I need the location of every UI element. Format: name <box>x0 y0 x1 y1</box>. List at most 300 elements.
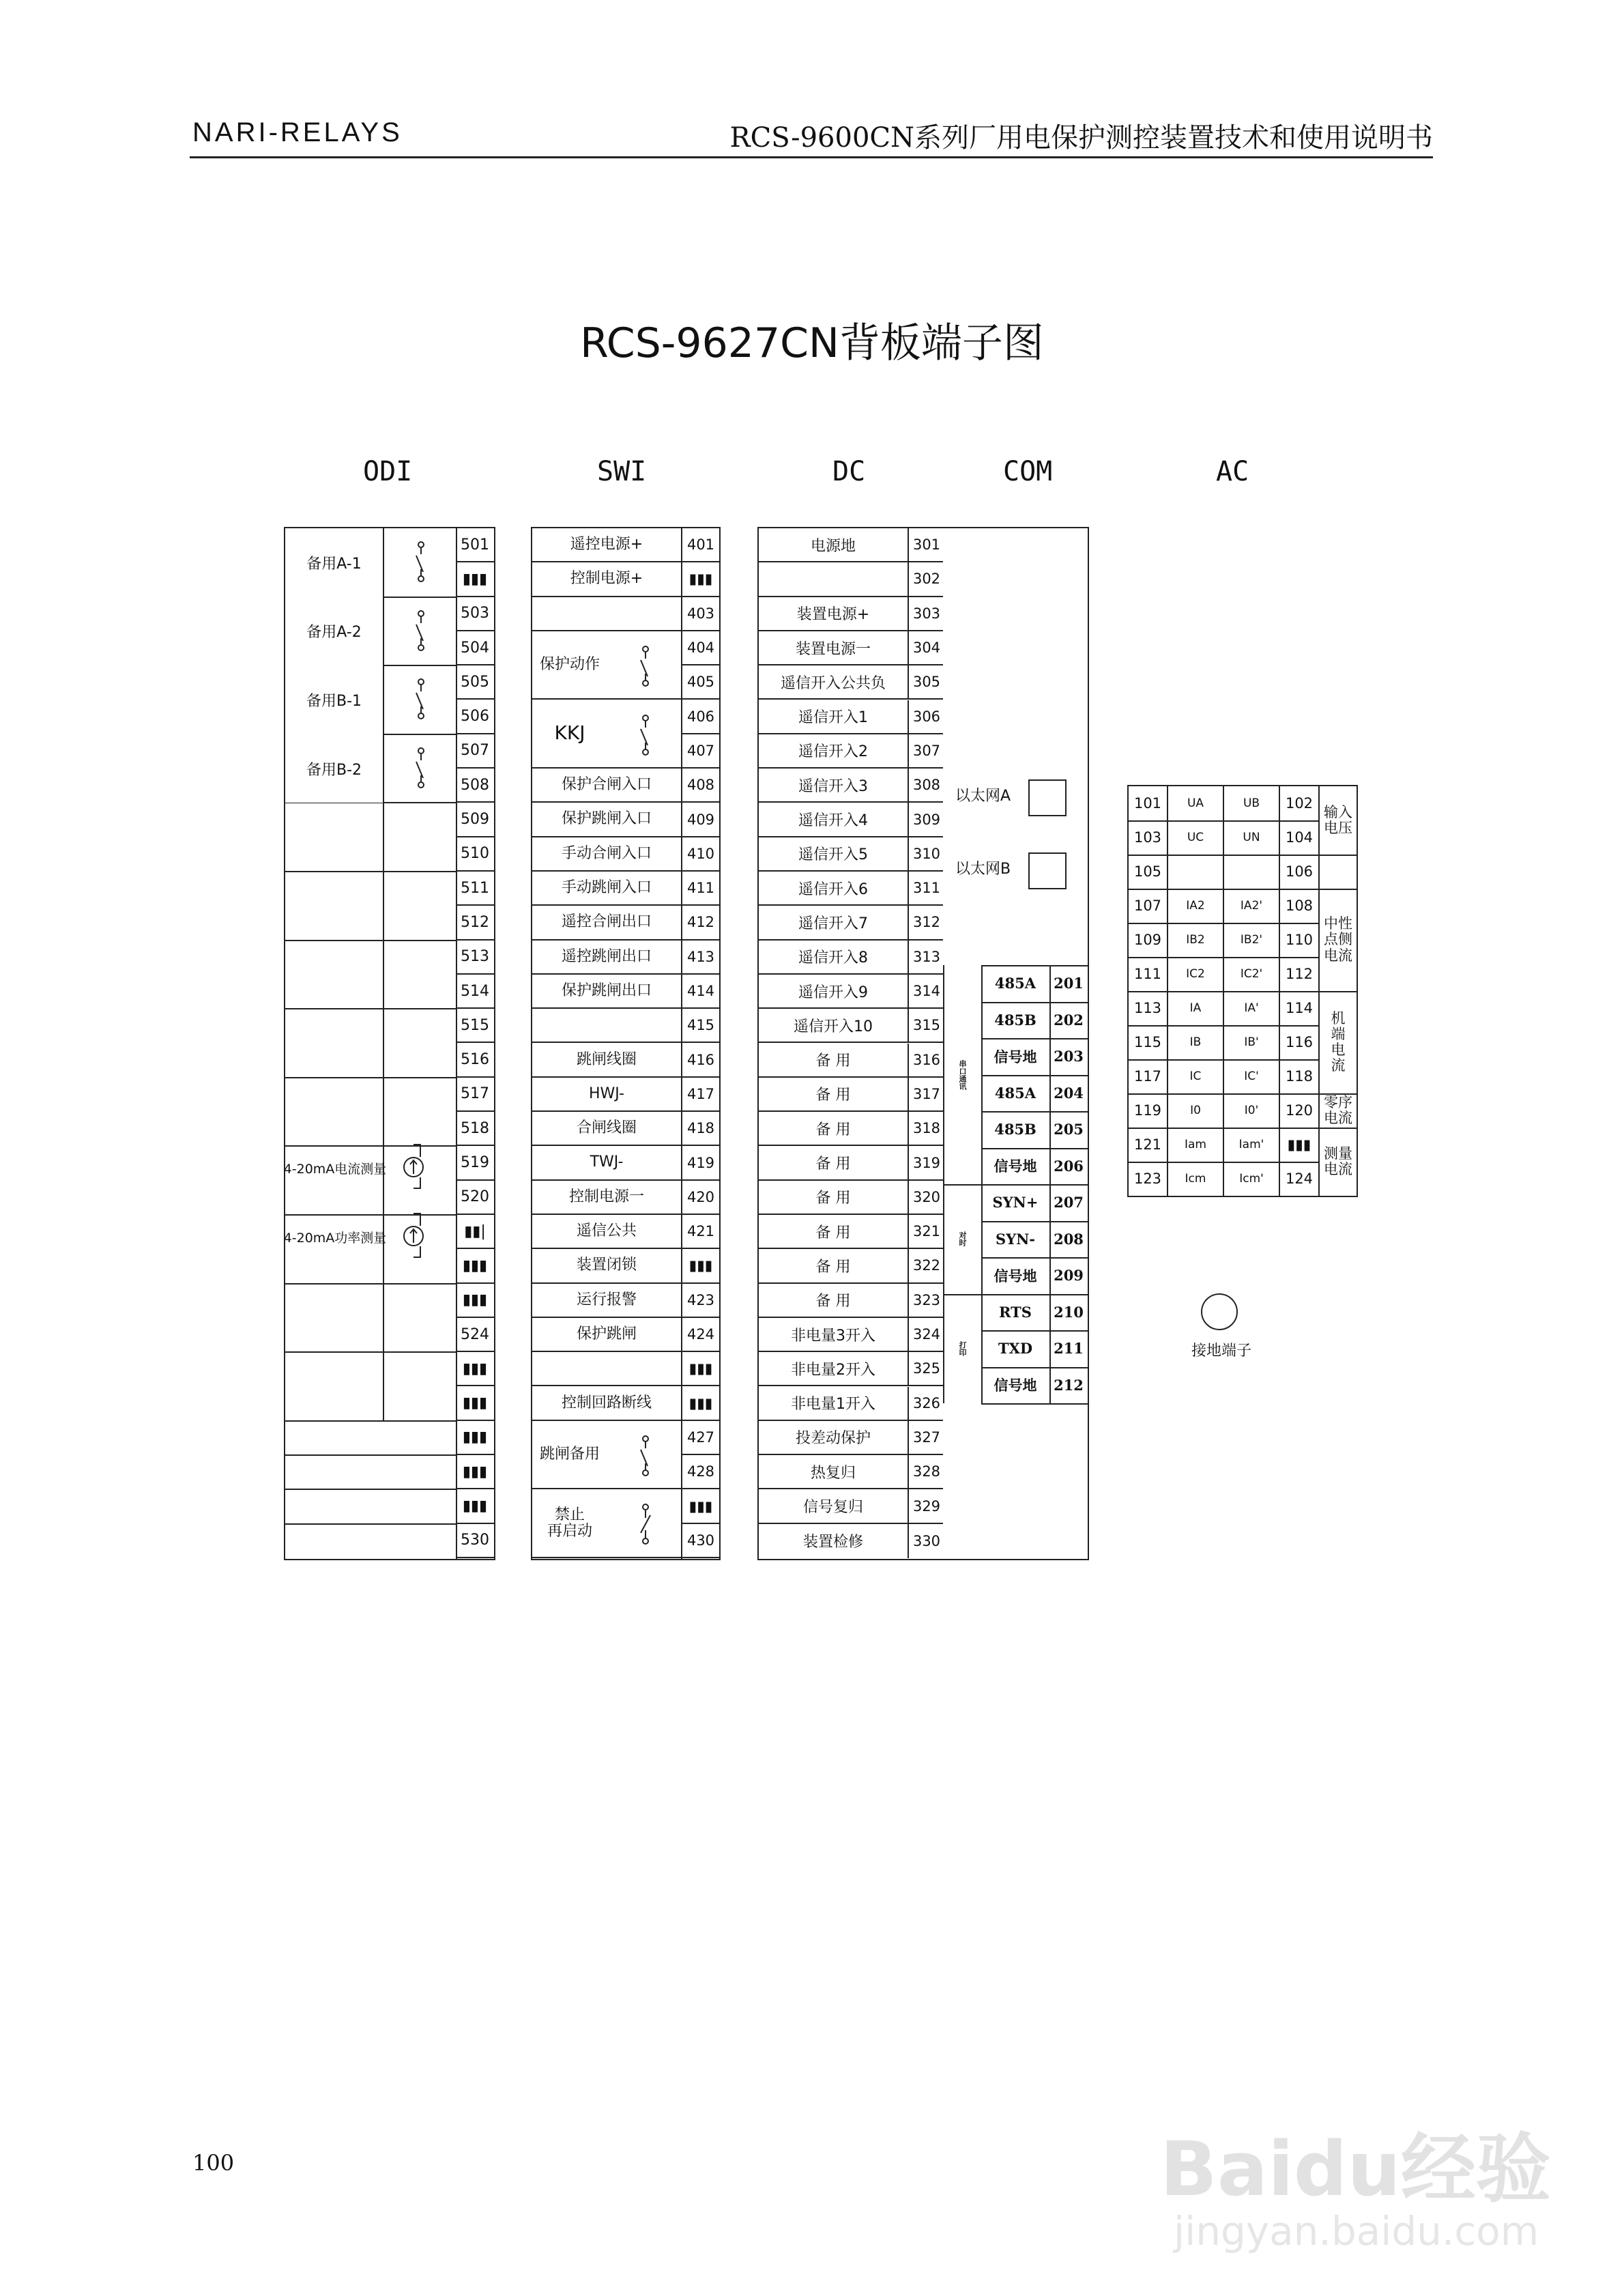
swi-label: HWJ- <box>532 1078 681 1110</box>
dc-terminal-row <box>759 665 944 700</box>
odi-terminal-row <box>456 597 494 631</box>
dc-terminal-label: 备 用 <box>815 1156 851 1173</box>
odi-terminal-number: 518 <box>461 1119 489 1137</box>
swi-contact-switch-icon <box>638 714 653 756</box>
dc-terminal-number: 323 <box>908 1284 944 1317</box>
odi-group-divider <box>285 1145 456 1147</box>
odi-terminal-row <box>456 1352 494 1386</box>
ac-terminal-number-left: 119 <box>1133 1102 1162 1119</box>
header-rule <box>190 156 1433 158</box>
odi-inner-divider <box>383 1284 384 1353</box>
dc-terminal-row <box>759 1181 944 1215</box>
dc-terminal-row <box>759 1524 944 1558</box>
ac-terminal-number-left: 121 <box>1133 1136 1162 1153</box>
swi-terminal-number: 408 <box>681 769 719 801</box>
com-terminal-number: 209 <box>1054 1267 1084 1285</box>
com-terminal-panel <box>943 527 1089 1560</box>
ac-terminal-number-left: 103 <box>1133 829 1162 846</box>
swi-terminal-number: 410 <box>681 837 719 870</box>
dc-terminal-row <box>759 1318 944 1352</box>
dc-terminal-row <box>759 1044 944 1078</box>
odi-inner-divider <box>383 528 384 597</box>
swi-terminal-number: 409 <box>681 803 719 835</box>
dc-terminal-number: 312 <box>908 906 944 938</box>
com-terminal-number: 210 <box>1054 1303 1084 1321</box>
odi-inner-divider <box>383 872 384 941</box>
odi-inner-divider <box>383 1078 384 1147</box>
swi-label: 跳闸线圈 <box>532 1044 681 1076</box>
odi-terminal-number: 515 <box>461 1016 489 1034</box>
ac-terminal-signal-prime: Icm' <box>1239 1172 1264 1186</box>
dc-terminal-row <box>759 1215 944 1249</box>
odi-group-divider <box>285 1454 456 1456</box>
ac-terminal-number-left: 117 <box>1133 1068 1162 1085</box>
swi-label: 保护跳闸出口 <box>532 975 681 1007</box>
ac-terminal-number-left: 105 <box>1133 863 1162 880</box>
swi-terminal-number: ▮▮▮ <box>681 1249 719 1282</box>
odi-terminal-number: ▮▮▮ <box>462 1394 488 1412</box>
odi-terminal-row <box>456 562 494 597</box>
dc-terminal-number: 305 <box>908 665 944 698</box>
ethernet-b-port[interactable] <box>1028 852 1067 889</box>
odi-group-divider <box>285 1420 456 1422</box>
ac-group-divider <box>1318 855 1357 856</box>
dc-terminal-number: 306 <box>908 700 944 733</box>
swi-label: 跳闸备用 <box>532 1421 607 1489</box>
ac-terminal-signal-prime: IB' <box>1244 1035 1259 1049</box>
odi-terminal-number: 512 <box>461 913 489 931</box>
dc-terminal-label: 信号复归 <box>802 1499 863 1517</box>
odi-terminal-row <box>456 1455 494 1489</box>
odi-terminal-number: ▮▮| <box>464 1222 486 1240</box>
swi-terminal-number: 403 <box>681 597 719 630</box>
dc-terminal-number: 327 <box>908 1421 944 1454</box>
odi-terminal-number: 501 <box>461 536 489 554</box>
odi-group-divider <box>285 1489 456 1490</box>
odi-terminal-number: 514 <box>461 982 489 1000</box>
odi-label-current-measure: 4-20mA电流测量 <box>283 1162 387 1177</box>
odi-group-divider <box>285 1008 456 1009</box>
swi-label: 控制回路断线 <box>532 1387 681 1420</box>
dc-terminal-number: 303 <box>908 597 944 630</box>
dc-terminal-number: 320 <box>908 1181 944 1214</box>
ac-terminal-signal: IB2 <box>1186 933 1205 947</box>
com-terminal-number: 205 <box>1054 1121 1084 1138</box>
ac-terminal-signal: IB <box>1189 1035 1202 1049</box>
swi-label: TWJ- <box>532 1146 681 1179</box>
swi-terminal-number: 416 <box>681 1044 719 1076</box>
ac-terminal-number-left: 113 <box>1133 1000 1162 1016</box>
dc-terminal-row <box>759 803 944 837</box>
dc-terminal-number: 324 <box>908 1318 944 1351</box>
ground-terminal-label: 接地端子 <box>1191 1343 1251 1360</box>
com-group-label: 对时 <box>958 1231 967 1247</box>
odi-terminal-number: 519 <box>461 1154 489 1172</box>
dc-terminal-number: 315 <box>908 1009 944 1042</box>
com-terminal-number: 207 <box>1054 1194 1084 1211</box>
odi-terminal-number: 520 <box>461 1188 489 1206</box>
dc-terminal-label: 电源地 <box>810 537 856 555</box>
odi-terminal-number: 516 <box>461 1051 489 1069</box>
dc-terminal-label: 备 用 <box>815 1258 851 1276</box>
dc-terminal-number: 304 <box>908 631 944 664</box>
ac-group-label: 输入 电压 <box>1324 803 1352 836</box>
dc-terminal-row <box>759 837 944 872</box>
odi-group-divider <box>285 940 456 941</box>
ac-terminal-number-left: 111 <box>1133 966 1162 982</box>
ac-terminal-number-right: 102 <box>1285 795 1314 812</box>
odi-terminal-row <box>456 769 494 803</box>
ac-terminal-signal-prime: IA' <box>1244 1001 1259 1015</box>
swi-terminal-number: ▮▮▮ <box>681 1387 719 1420</box>
dc-terminal-label: 遥信开入8 <box>798 949 868 967</box>
ac-terminal-number-right: 120 <box>1285 1102 1314 1119</box>
com-terminal-label: SYN+ <box>992 1194 1039 1211</box>
ac-terminal-signal-prime <box>1224 855 1279 889</box>
dc-terminal-label: 备 用 <box>815 1121 851 1138</box>
swi-terminal-number: 412 <box>681 906 719 938</box>
odi-label-spare-1: 备用A-1 <box>285 528 383 597</box>
ac-terminal-number-left: 115 <box>1133 1034 1162 1050</box>
ac-terminal-number-right: 118 <box>1285 1068 1314 1085</box>
odi-contact-switch-icon <box>414 541 429 583</box>
com-terminal-label: 信号地 <box>994 1377 1037 1394</box>
ac-terminal-number-right: 124 <box>1285 1171 1314 1187</box>
dc-terminal-number: 310 <box>908 837 944 870</box>
odi-group-divider <box>285 1523 456 1525</box>
dc-terminal-label: 备 用 <box>815 1293 851 1310</box>
dc-terminal-number: 325 <box>908 1352 944 1385</box>
odi-terminal-row <box>456 700 494 734</box>
dc-terminal-label: 非电量1开入 <box>791 1396 875 1414</box>
swi-label: 手动合闸入口 <box>532 837 681 870</box>
odi-terminal-number: 509 <box>461 811 489 829</box>
com-group-label: 打印 <box>958 1340 967 1356</box>
dc-terminal-number: 319 <box>908 1146 944 1179</box>
odi-terminal-row <box>456 1112 494 1146</box>
dc-terminal-number: 328 <box>908 1455 944 1488</box>
dc-terminal-label: 热复归 <box>810 1464 856 1482</box>
ac-terminal-signal-prime: IC2' <box>1240 967 1263 981</box>
swi-terminal-number: 418 <box>681 1112 719 1145</box>
dc-terminal-label: 非电量3开入 <box>791 1327 875 1345</box>
dc-terminal-number: 314 <box>908 975 944 1007</box>
odi-terminal-row <box>456 1421 494 1455</box>
ac-terminal-signal-prime: IB2' <box>1240 933 1263 947</box>
dc-terminal-number: 311 <box>908 872 944 904</box>
dc-terminal-row <box>759 1284 944 1318</box>
ac-terminal-panel <box>1127 785 1358 1197</box>
dc-terminal-row <box>759 734 944 769</box>
odi-terminal-number: 530 <box>461 1532 489 1549</box>
section-com-label: COM <box>1003 456 1053 487</box>
dc-terminal-row <box>759 562 944 597</box>
odi-group-divider <box>285 1351 456 1353</box>
odi-terminal-row <box>456 872 494 906</box>
com-terminal-label: 485B <box>994 1011 1036 1029</box>
odi-label-spare-2: 备用A-2 <box>285 597 383 666</box>
section-swi-label: SWI <box>597 456 647 487</box>
section-dc-label: DC <box>832 456 866 487</box>
dc-terminal-number: 330 <box>908 1524 944 1558</box>
ac-terminal-signal: IA <box>1189 1001 1202 1015</box>
dc-terminal-row <box>759 631 944 665</box>
odi-terminal-row <box>456 941 494 975</box>
odi-contact-switch-icon <box>414 678 429 720</box>
swi-contact-switch-icon <box>638 1435 653 1477</box>
odi-terminal-row <box>456 1489 494 1523</box>
swi-terminal-number: 417 <box>681 1078 719 1110</box>
swi-terminal-number: 407 <box>681 734 719 767</box>
dc-terminal-label: 遥信开入公共负 <box>780 674 886 692</box>
dc-terminal-row <box>759 941 944 975</box>
dc-terminal-label: 备 用 <box>815 1052 851 1070</box>
header-right: RCS-9600CN系列厂用电保护测控装置技术和使用说明书 <box>729 122 1433 154</box>
swi-label <box>532 1009 681 1042</box>
ac-terminal-signal: IA2 <box>1186 899 1205 913</box>
ac-terminal-number-left: 109 <box>1133 932 1162 948</box>
ac-terminal-number-right: 106 <box>1285 863 1314 880</box>
odi-terminal-row <box>456 975 494 1009</box>
watermark-logo: Baidu经验 <box>1160 2125 1551 2213</box>
header-left: NARI-RELAYS <box>192 117 403 147</box>
dc-terminal-number: 301 <box>908 528 944 561</box>
swi-label: 运行报警 <box>532 1284 681 1317</box>
odi-terminal-row <box>456 803 494 837</box>
swi-label: 控制电源一 <box>532 1181 681 1214</box>
odi-terminal-number: 511 <box>461 879 489 897</box>
dc-terminal-row <box>759 1112 944 1146</box>
ac-terminal-signal: IC <box>1189 1070 1202 1083</box>
ac-group-label: 零序 电流 <box>1324 1093 1352 1126</box>
dc-terminal-label <box>759 562 908 595</box>
ac-terminal-number-right: 104 <box>1285 829 1314 846</box>
swi-terminal-number: 428 <box>681 1455 719 1488</box>
dc-terminal-row <box>759 1455 944 1489</box>
dc-terminal-number: 322 <box>908 1249 944 1282</box>
odi-terminal-number: 524 <box>461 1325 489 1343</box>
dc-terminal-row <box>759 1421 944 1455</box>
ac-terminal-number-left: 123 <box>1133 1171 1162 1187</box>
odi-terminal-number: ▮▮▮ <box>462 1257 488 1274</box>
dc-terminal-label: 装置检修 <box>802 1534 863 1551</box>
swi-label: 手动跳闸入口 <box>532 872 681 904</box>
section-ac-label: AC <box>1216 456 1249 487</box>
odi-contact-switch-icon <box>414 747 429 789</box>
dc-terminal-row <box>759 1078 944 1112</box>
ac-terminal-signal-prime: UN <box>1243 831 1260 844</box>
dc-terminal-number: 316 <box>908 1044 944 1076</box>
ac-terminal-signal-prime: IA2' <box>1240 899 1263 913</box>
com-terminal-label: 485A <box>994 975 1036 992</box>
swi-label: 遥控电源+ <box>532 528 681 561</box>
odi-group-divider <box>285 1214 456 1216</box>
swi-terminal-number: 404 <box>681 631 719 664</box>
ac-terminal-signal-prime: UB <box>1243 797 1260 810</box>
ac-terminal-number-left: 107 <box>1133 898 1162 914</box>
dc-terminal-number: 309 <box>908 803 944 835</box>
swi-terminal-number: 401 <box>681 528 719 561</box>
odi-terminal-row <box>456 906 494 940</box>
odi-group-divider <box>285 1283 456 1285</box>
dc-terminal-label: 备 用 <box>815 1224 851 1242</box>
odi-terminal-row <box>456 1249 494 1283</box>
com-terminal-label: TXD <box>998 1340 1033 1358</box>
swi-label: 保护合闸入口 <box>532 769 681 801</box>
odi-terminal-row <box>456 528 494 562</box>
swi-terminal-number: 420 <box>681 1181 719 1214</box>
odi-inner-divider <box>383 1009 384 1078</box>
dc-terminal-number: 321 <box>908 1215 944 1248</box>
dc-terminal-number: 317 <box>908 1078 944 1110</box>
com-terminal-label: 485A <box>994 1084 1036 1102</box>
odi-terminal-number: ▮▮▮ <box>462 570 488 588</box>
ac-terminal-signal-prime: Iam' <box>1238 1138 1264 1151</box>
dc-terminal-row <box>759 975 944 1009</box>
page-title: RCS-9627CN背板端子图 <box>580 319 1044 367</box>
odi-terminal-row <box>456 837 494 872</box>
current-meter-icon <box>400 1143 427 1191</box>
odi-terminal-number: 507 <box>461 742 489 760</box>
swi-label: 遥控跳闸出口 <box>532 941 681 973</box>
odi-inner-divider <box>383 1352 384 1421</box>
odi-terminal-number: ▮▮▮ <box>462 1360 488 1377</box>
dc-terminal-row <box>759 1249 944 1283</box>
ethernet-b-label: 以太网B <box>955 857 1024 878</box>
ac-terminal-number-left: 101 <box>1133 795 1162 812</box>
odi-label-spare-4: 备用B-2 <box>285 734 383 803</box>
dc-terminal-row <box>759 872 944 906</box>
odi-terminal-number: ▮▮▮ <box>462 1463 488 1480</box>
odi-inner-divider <box>383 941 384 1009</box>
odi-terminal-row <box>456 734 494 769</box>
odi-terminal-row <box>456 1078 494 1112</box>
dc-terminal-label: 遥信开入1 <box>798 709 868 727</box>
ac-terminal-number-right: 116 <box>1285 1034 1314 1050</box>
dc-terminal-row <box>759 1009 944 1043</box>
ac-terminal-signal: I0 <box>1190 1104 1201 1117</box>
com-terminal-label: RTS <box>999 1303 1032 1321</box>
ac-group-label: 机 端 电 流 <box>1331 1009 1346 1074</box>
swi-terminal-number: 415 <box>681 1009 719 1042</box>
swi-terminal-number: 424 <box>681 1318 719 1351</box>
ethernet-a-label: 以太网A <box>955 784 1024 805</box>
odi-group-divider <box>285 1077 456 1078</box>
com-terminal-number: 201 <box>1054 975 1084 992</box>
odi-label-spare-3: 备用B-1 <box>285 665 383 734</box>
odi-terminal-row <box>456 631 494 665</box>
ac-group-label: 测量 电流 <box>1324 1145 1352 1177</box>
odi-terminal-number: ▮▮▮ <box>462 1497 488 1515</box>
dc-terminal-label: 遥信开入10 <box>794 1018 873 1035</box>
swi-label: 遥控合闸出口 <box>532 906 681 938</box>
ac-terminal-signal <box>1168 855 1223 889</box>
dc-terminal-label: 遥信开入4 <box>798 812 868 830</box>
odi-inner-divider <box>383 597 384 666</box>
odi-inner-divider <box>383 803 384 872</box>
com-group-label: 串口通讯 <box>958 1059 967 1090</box>
swi-terminal-number: 411 <box>681 872 719 904</box>
odi-terminal-row <box>456 665 494 700</box>
swi-label: 遥信公共 <box>532 1215 681 1248</box>
swi-contact-switch-icon <box>638 645 653 687</box>
dc-terminal-row <box>759 769 944 803</box>
power-meter-icon <box>400 1212 427 1260</box>
swi-label: 合闸线圈 <box>532 1112 681 1145</box>
odi-terminal-number: 508 <box>461 776 489 794</box>
odi-terminal-row <box>456 1387 494 1421</box>
odi-contact-switch-icon <box>414 609 429 652</box>
odi-terminal-row <box>456 1215 494 1249</box>
ethernet-a-port[interactable] <box>1028 779 1067 816</box>
dc-terminal-row <box>759 1387 944 1421</box>
ac-terminal-signal: IC2 <box>1186 967 1205 981</box>
dc-terminal-row <box>759 1352 944 1386</box>
swi-label <box>532 1352 681 1385</box>
ac-terminal-number-right: 112 <box>1285 966 1314 982</box>
com-terminal-label: 信号地 <box>994 1048 1037 1065</box>
dc-terminal-label: 遥信开入9 <box>798 984 868 1001</box>
swi-terminal-number: 413 <box>681 941 719 973</box>
odi-terminal-panel <box>284 527 495 1560</box>
com-terminal-number: 204 <box>1054 1084 1084 1102</box>
swi-label: 保护跳闸 <box>532 1318 681 1351</box>
swi-terminal-number: ▮▮▮ <box>681 1352 719 1385</box>
swi-terminal-number: 405 <box>681 665 719 698</box>
odi-terminal-row <box>456 1009 494 1043</box>
dc-terminal-number: 308 <box>908 769 944 801</box>
dc-terminal-label: 遥信开入2 <box>798 743 868 761</box>
section-odi-label: ODI <box>363 456 413 487</box>
swi-terminal-number: 423 <box>681 1284 719 1317</box>
dc-terminal-label: 装置电源一 <box>795 640 871 658</box>
ac-terminal-signal-prime: IC' <box>1244 1070 1259 1083</box>
dc-terminal-label: 遥信开入5 <box>798 846 868 864</box>
swi-terminal-number: 430 <box>681 1524 719 1557</box>
odi-terminal-row <box>456 1284 494 1318</box>
swi-terminal-number: 406 <box>681 700 719 733</box>
dc-terminal-label: 遥信开入7 <box>798 915 868 932</box>
ac-terminal-signal: UC <box>1187 831 1204 844</box>
dc-terminal-label: 备 用 <box>815 1087 851 1104</box>
watermark-url: jingyan.baidu.com <box>1174 2208 1539 2254</box>
swi-label: 装置闭锁 <box>532 1249 681 1282</box>
com-terminal-label: SYN- <box>995 1230 1036 1248</box>
swi-label: 控制电源+ <box>532 562 681 595</box>
odi-terminal-number: 510 <box>461 845 489 863</box>
dc-terminal-row <box>759 528 944 562</box>
dc-terminal-label: 装置电源+ <box>796 606 870 624</box>
com-row-divider <box>981 1403 1088 1405</box>
dc-terminal-row <box>759 700 944 734</box>
dc-terminal-row <box>759 1146 944 1180</box>
page-number: 100 <box>192 2150 235 2176</box>
ac-terminal-signal: Iam <box>1185 1138 1206 1151</box>
com-terminal-number: 206 <box>1054 1157 1084 1175</box>
swi-contact-switch-icon <box>638 1503 653 1545</box>
swi-label: KKJ <box>532 700 607 768</box>
dc-terminal-row <box>759 1489 944 1523</box>
swi-label: 保护动作 <box>532 631 607 699</box>
odi-terminal-number: 505 <box>461 673 489 691</box>
odi-inner-divider <box>383 665 384 734</box>
dc-terminal-number: 326 <box>908 1387 944 1420</box>
odi-label-power-measure: 4-20mA功率测量 <box>283 1230 387 1246</box>
dc-terminal-label: 投差动保护 <box>795 1430 871 1448</box>
odi-terminal-number: ▮▮▮ <box>462 1291 488 1309</box>
ac-terminal-number-right: 114 <box>1285 1000 1314 1016</box>
swi-terminal-number: 414 <box>681 975 719 1007</box>
